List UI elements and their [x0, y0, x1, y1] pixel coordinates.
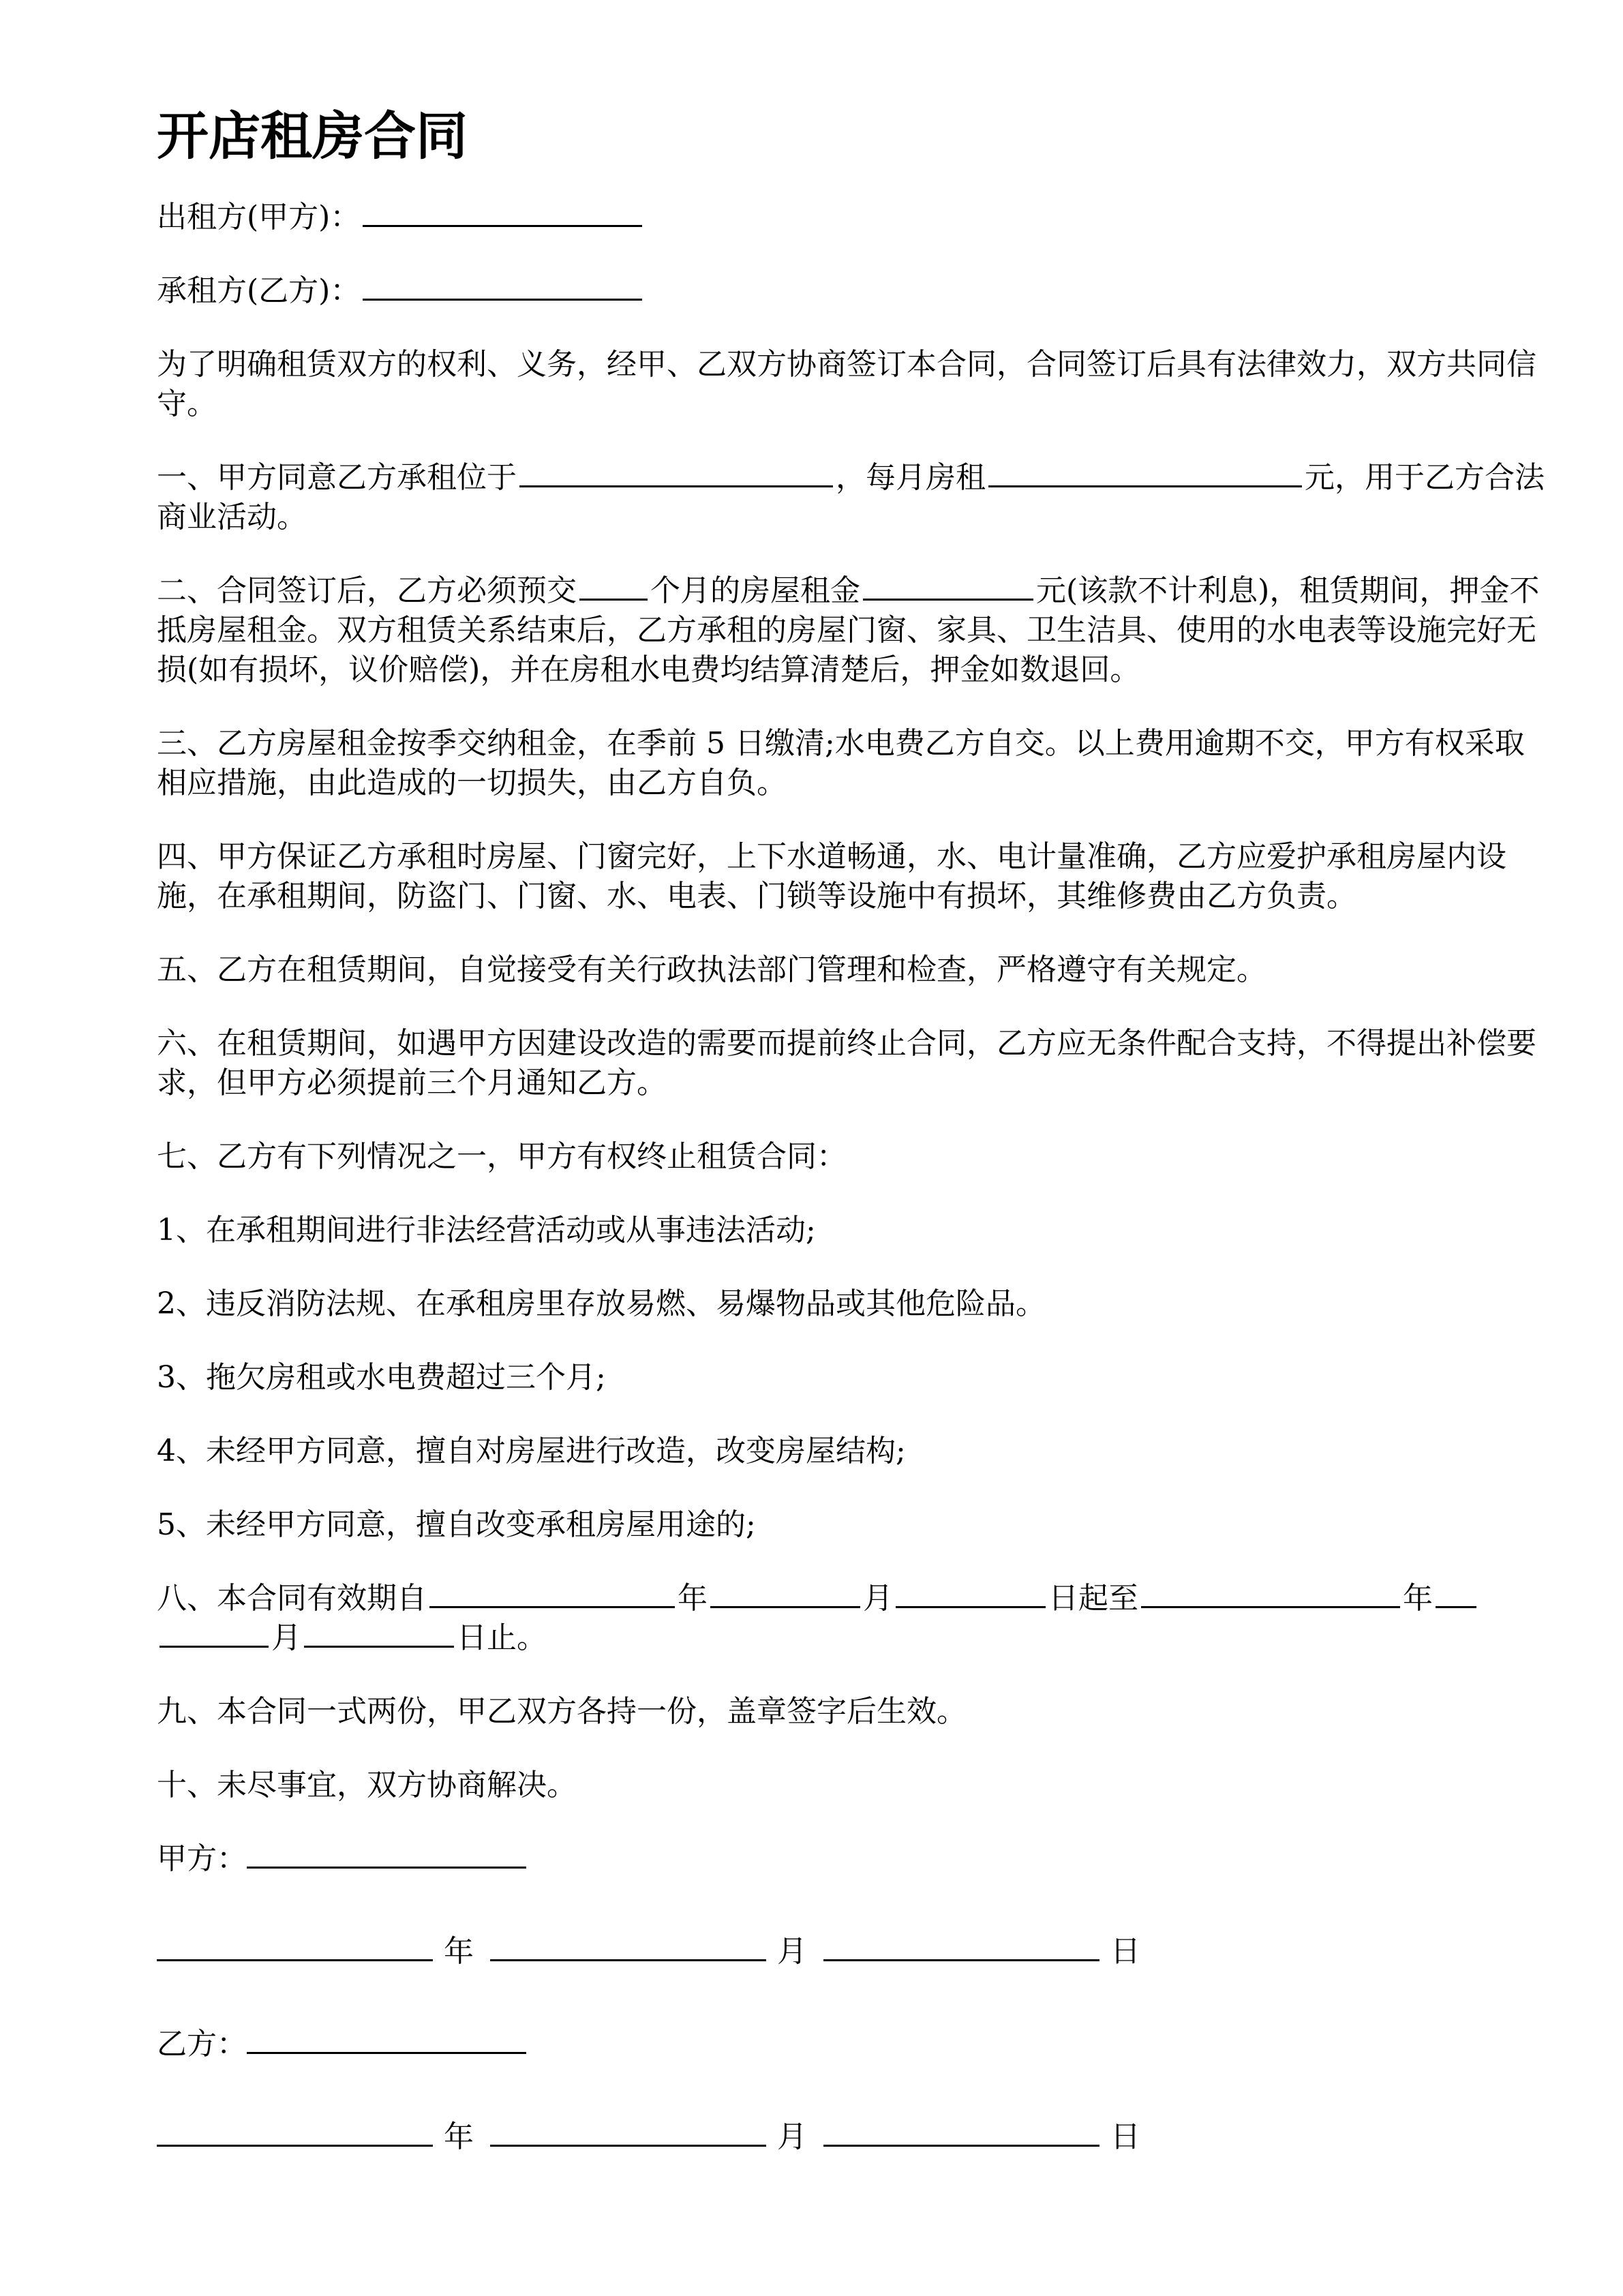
clause-8-month-2: 月	[271, 1620, 301, 1655]
date-year: 年	[444, 2119, 474, 2154]
clause-8-year-2: 年	[1403, 1581, 1433, 1616]
clause-1-text-b: ，每月房租	[836, 460, 986, 495]
deposit-blank[interactable]	[863, 598, 1033, 601]
clause-8	[157, 1579, 1554, 1658]
party-b-date	[157, 2117, 1554, 2157]
clause-6: 六、在租赁期间，如遇甲方因建设改造的需要而提前终止合同，乙方应无条件配合支持，不得提出补偿要求，但甲方必须提前三个月通知乙方。	[157, 1026, 1536, 1100]
date-month: 月	[777, 1934, 807, 1969]
contract-page	[157, 102, 1554, 2210]
date-day: 日	[1110, 1934, 1140, 1969]
party-b-year-blank[interactable]	[157, 2144, 433, 2147]
start-month-blank[interactable]	[710, 1605, 860, 1608]
list-item: 5、未经甲方同意，擅自改变承租房屋用途的;	[157, 1507, 756, 1542]
lessee-line	[157, 271, 1554, 311]
party-a-signature	[157, 1839, 1554, 1879]
lessor-blank[interactable]	[363, 224, 642, 227]
start-year-blank[interactable]	[429, 1605, 675, 1608]
list-item: 3、拖欠房租或水电费超过三个月;	[157, 1360, 606, 1395]
party-a-blank[interactable]	[247, 1866, 526, 1869]
end-day-blank[interactable]	[304, 1645, 454, 1648]
clause-8-from: 日起至	[1048, 1581, 1138, 1616]
lessor-line	[157, 198, 1554, 237]
party-b-day-blank[interactable]	[823, 2144, 1099, 2147]
lessor-label: 出租方(甲方)：	[157, 200, 361, 235]
clause-4: 四、甲方保证乙方承租时房屋、门窗完好，上下水道畅通，水、电计量准确，乙方应爱护承租房屋内设施，在承租期间，防盗门、门窗、水、电表、门锁等设施中有损坏，其维修费由乙方负责。	[157, 839, 1506, 913]
clause-8-text-a: 八、本合同有效期自	[157, 1581, 427, 1616]
party-b-label: 乙方：	[157, 2027, 247, 2061]
document-title: 开店租房合同	[157, 106, 468, 166]
months-blank[interactable]	[579, 598, 648, 601]
clause-8-year: 年	[678, 1581, 708, 1616]
monthly-rent-blank[interactable]	[988, 485, 1302, 487]
clause-10: 十、未尽事宜，双方协商解决。	[157, 1768, 577, 1802]
clause-7: 七、乙方有下列情况之一，甲方有权终止租赁合同：	[157, 1139, 847, 1174]
clause-1-text-a: 一、甲方同意乙方承租位于	[157, 460, 517, 495]
clause-1-text-c: 元，用于乙方合法商业活动。	[157, 460, 1545, 534]
lessee-blank[interactable]	[363, 298, 642, 301]
date-day: 日	[1110, 2119, 1140, 2154]
party-b-signature	[157, 2025, 1554, 2064]
clause-8-month: 月	[863, 1581, 893, 1616]
party-b-month-blank[interactable]	[490, 2144, 766, 2147]
location-blank[interactable]	[519, 485, 833, 487]
start-day-blank[interactable]	[896, 1605, 1046, 1608]
clause-1	[157, 458, 1554, 537]
clause-3: 三、乙方房屋租金按季交纳租金，在季前 5 日缴清;水电费乙方自交。以上费用逾期不交，甲方有权采取相应措施，由此造成的一切损失，由乙方自负。	[157, 726, 1525, 800]
date-year: 年	[444, 1934, 474, 1969]
lessee-label: 承租方(乙方)：	[157, 273, 361, 308]
clause-9: 九、本合同一式两份，甲乙双方各持一份，盖章签字后生效。	[157, 1694, 967, 1729]
list-item: 4、未经甲方同意，擅自对房屋进行改造，改变房屋结构;	[157, 1434, 906, 1468]
party-a-day-blank[interactable]	[823, 1959, 1099, 1961]
list-item: 2、违反消防法规、在承租房里存放易燃、易爆物品或其他危险品。	[157, 1286, 1046, 1321]
clause-2-text-b: 个月的房屋租金	[650, 573, 860, 608]
end-year-blank[interactable]	[1141, 1605, 1400, 1608]
clause-5: 五、乙方在租赁期间，自觉接受有关行政执法部门管理和检查，严格遵守有关规定。	[157, 952, 1266, 987]
party-a-month-blank[interactable]	[490, 1959, 766, 1961]
intro-paragraph: 为了明确租赁双方的权利、义务，经甲、乙双方协商签订本合同，合同签订后具有法律效力，双方共同信守。	[157, 347, 1536, 421]
date-month: 月	[777, 2119, 807, 2154]
party-a-label: 甲方：	[157, 1841, 247, 1876]
end-month-blank[interactable]	[160, 1645, 269, 1648]
party-b-blank[interactable]	[247, 2051, 526, 2054]
clause-2-text-c: 元(该款不计利息)，租赁期间，押金不抵房屋租金。双方租赁关系结束后，乙方承租的房屋门窗、家具、卫生洁具、使用的水电表等设施完好无损(如有损坏，议价赔偿)，并在房租水电费均结算清楚后，押金如数退回。	[157, 573, 1540, 687]
clause-2	[157, 571, 1554, 690]
list-item: 1、在承租期间进行非法经营活动或从事违法活动;	[157, 1213, 816, 1248]
clause-8-end: 日止。	[457, 1620, 547, 1655]
party-a-date	[157, 1932, 1554, 1972]
party-a-year-blank[interactable]	[157, 1959, 433, 1961]
end-month-blank-part[interactable]	[1436, 1605, 1476, 1608]
clause-2-text-a: 二、合同签订后，乙方必须预交	[157, 573, 577, 608]
